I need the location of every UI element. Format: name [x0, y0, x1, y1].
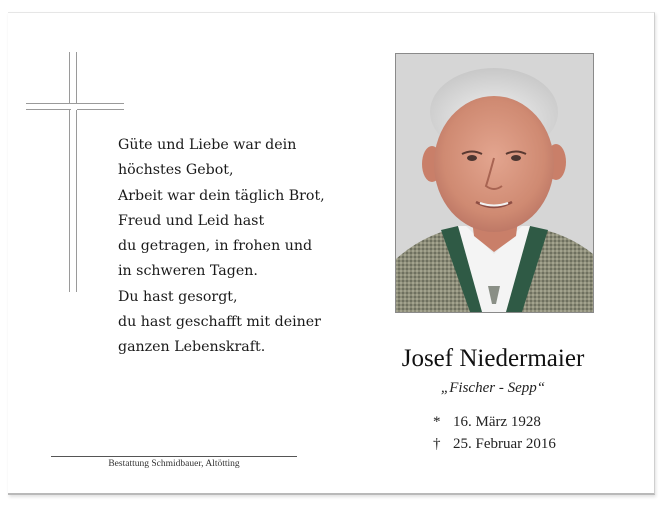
cross-icon — [26, 52, 124, 292]
birth-date-row — [433, 414, 541, 431]
poem-line: Du hast gesorgt, — [118, 288, 238, 305]
funeral-home-credit: Bestattung Schmidbauer, Altötting — [108, 459, 240, 469]
deceased-name: Josef Niedermaier — [401, 345, 585, 372]
poem-line: du hast geschafft mit deiner — [118, 314, 321, 331]
poem-line: höchstes Gebot, — [118, 162, 234, 179]
deceased-nickname: „Fischer - Sepp“ — [440, 380, 546, 396]
portrait-photo — [395, 53, 594, 313]
death-dagger-icon: † — [433, 436, 441, 452]
birth-date: 16. März 1928 — [453, 414, 541, 430]
poem-line: in schweren Tagen. — [118, 263, 258, 280]
poem-line: Güte und Liebe war dein — [118, 137, 297, 153]
death-date-row — [433, 436, 556, 453]
death-date: 25. Februar 2016 — [453, 436, 556, 452]
footer-divider — [51, 456, 297, 457]
poem-line: Freud und Leid hast — [118, 212, 265, 229]
memorial-poem — [118, 133, 325, 361]
birth-star-icon: * — [433, 414, 441, 430]
poem-line: ganzen Lebenskraft. — [118, 339, 266, 356]
poem-line: Arbeit war dein täglich Brot, — [118, 187, 325, 204]
poem-line: du getragen, in frohen und — [118, 238, 313, 255]
